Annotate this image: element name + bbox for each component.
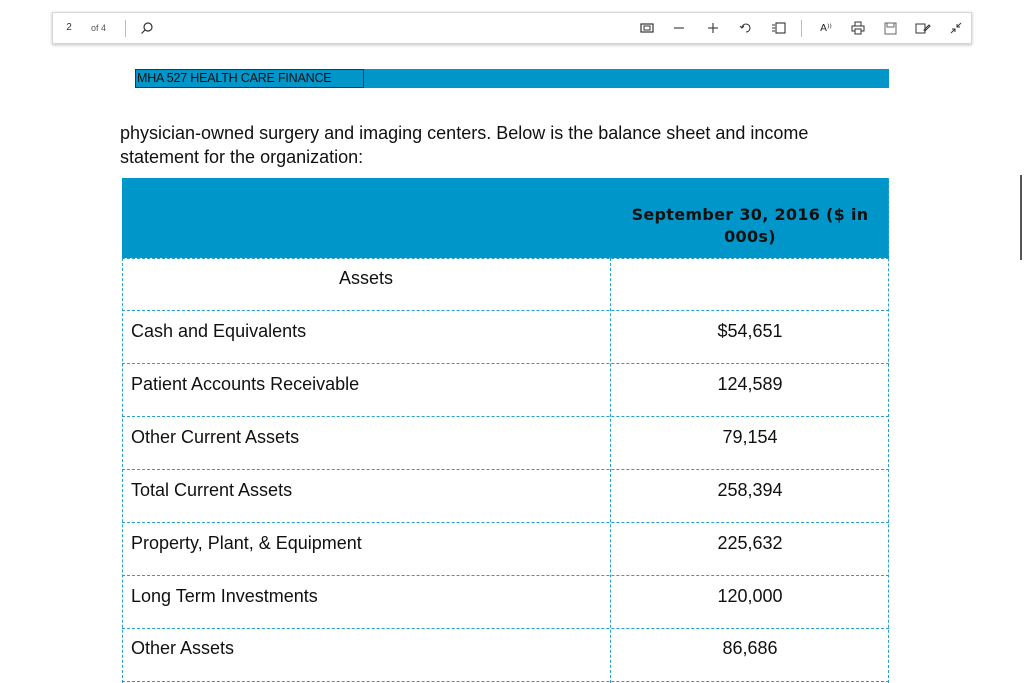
row-label: Cash and Equivalents bbox=[131, 321, 307, 341]
row-value: $54,651 bbox=[717, 321, 783, 341]
column-header: September 30, 2016 ($ in 000s) bbox=[631, 205, 869, 246]
table-row-divider bbox=[122, 363, 889, 364]
search-icon[interactable] bbox=[137, 18, 157, 38]
intro-line: physician-owned surgery and imaging centers. Below is the balance sheet and income bbox=[120, 123, 809, 143]
row-value: 258,394 bbox=[717, 480, 783, 500]
table-border-left bbox=[122, 258, 123, 683]
toolbar-divider bbox=[125, 20, 126, 37]
page-number-input[interactable]: 2 bbox=[66, 22, 72, 33]
save-icon[interactable] bbox=[880, 18, 900, 38]
page-count-label: of 4 bbox=[91, 23, 107, 33]
scrollbar-thumb[interactable] bbox=[1020, 175, 1022, 260]
pdf-toolbar bbox=[52, 12, 972, 44]
table-row-divider bbox=[122, 258, 889, 259]
table-border-right bbox=[888, 178, 889, 683]
fit-page-icon[interactable] bbox=[637, 18, 657, 38]
intro-paragraph bbox=[120, 121, 920, 169]
course-banner bbox=[135, 69, 889, 88]
intro-line: statement for the organization: bbox=[120, 147, 364, 167]
row-value: 86,686 bbox=[722, 638, 778, 658]
rotate-icon[interactable] bbox=[736, 18, 756, 38]
row-label: Other Current Assets bbox=[131, 427, 300, 447]
page-view-icon[interactable] bbox=[769, 18, 789, 38]
table-row-divider bbox=[122, 469, 889, 470]
print-icon[interactable] bbox=[848, 18, 868, 38]
row-value: 120,000 bbox=[717, 586, 783, 606]
read-aloud-label: A⁾⁾ bbox=[820, 22, 832, 34]
zoom-in-icon[interactable] bbox=[703, 18, 723, 38]
table-column-divider bbox=[610, 258, 611, 683]
row-value: 79,154 bbox=[722, 427, 778, 447]
save-as-icon[interactable] bbox=[913, 18, 933, 38]
section-heading: Assets bbox=[338, 268, 394, 288]
row-value: 225,632 bbox=[717, 533, 783, 553]
row-value: 124,589 bbox=[717, 374, 783, 394]
row-label: Patient Accounts Receivable bbox=[131, 374, 360, 394]
read-aloud-icon[interactable] bbox=[813, 18, 839, 38]
toolbar-divider bbox=[801, 20, 802, 37]
course-title: MHA 527 HEALTH CARE FINANCE bbox=[135, 69, 364, 88]
collapse-icon[interactable] bbox=[946, 18, 966, 38]
table-row-divider bbox=[122, 416, 889, 417]
row-label: Property, Plant, & Equipment bbox=[131, 533, 362, 553]
table-row-divider bbox=[122, 575, 889, 576]
row-label: Other Assets bbox=[131, 638, 235, 658]
table-row-divider bbox=[122, 522, 889, 523]
table-row-divider bbox=[122, 681, 889, 682]
zoom-out-icon[interactable] bbox=[669, 18, 689, 38]
row-label: Total Current Assets bbox=[131, 480, 293, 500]
table-row-divider bbox=[122, 628, 889, 629]
row-label: Long Term Investments bbox=[131, 586, 318, 606]
table-row-divider bbox=[122, 310, 889, 311]
